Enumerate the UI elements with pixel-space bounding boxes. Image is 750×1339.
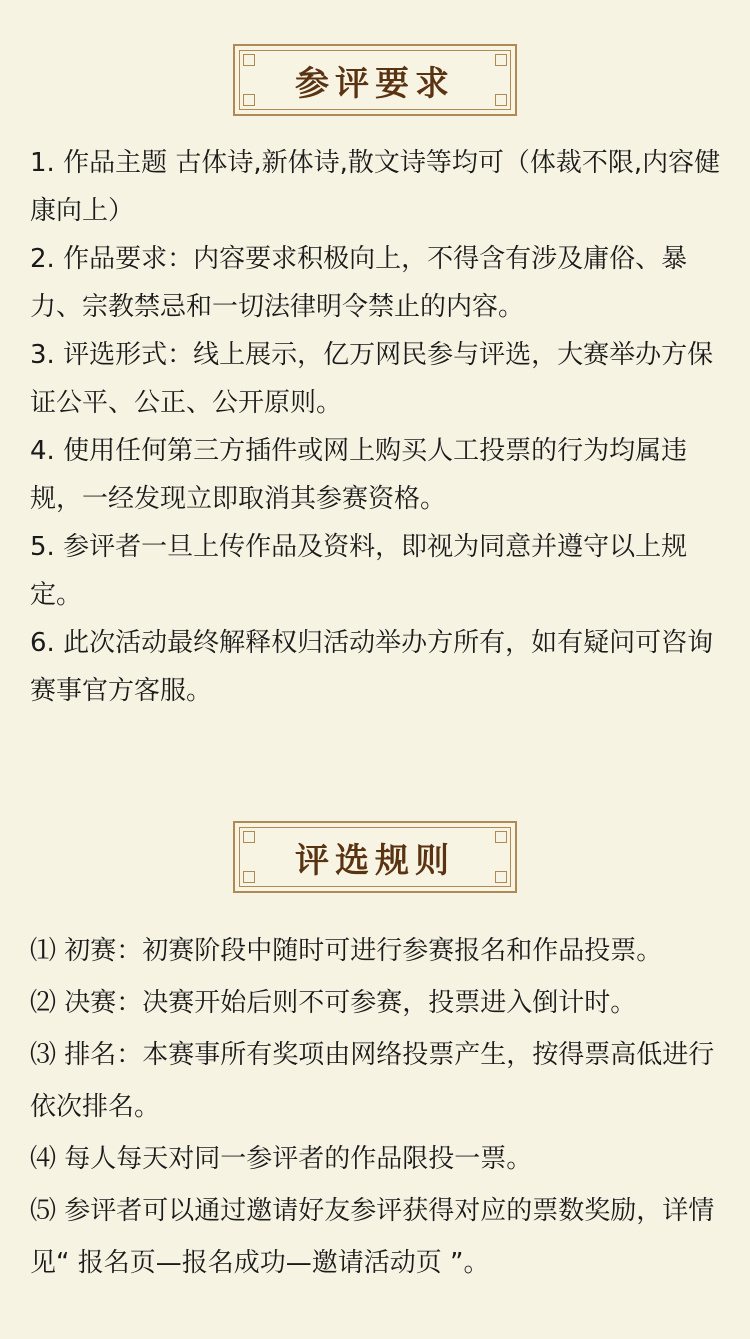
section-title-banner-requirements bbox=[233, 44, 517, 116]
rule-item: ⑵ 决赛：决赛开始后则不可参赛，投票进入倒计时。 bbox=[30, 988, 637, 1018]
section-title-banner-rules bbox=[233, 821, 517, 893]
rule-item: ⑶ 排名：本赛事所有奖项由网络投票产生，按得票高低进行依次排名。 bbox=[30, 1040, 715, 1122]
requirement-item: 4. 使用任何第三方插件或网上购买人工投票的行为均属违规，一经发现立即取消其参赛资格。 bbox=[30, 436, 688, 514]
requirement-item: 6. 此次活动最终解释权归活动举办方所有，如有疑问可咨询赛事官方客服。 bbox=[30, 628, 714, 706]
requirement-item: 2. 作品要求：内容要求积极向上，不得含有涉及庸俗、暴力、宗教禁忌和一切法律明令禁止的内容。 bbox=[30, 244, 688, 322]
rules-list bbox=[30, 925, 730, 1289]
requirement-item: 3. 评选形式：线上展示，亿万网民参与评选，大赛举办方保证公平、公正、公开原则。 bbox=[30, 340, 714, 418]
section-title-requirements: 参评要求 bbox=[295, 63, 455, 104]
rule-item: ⑸ 参评者可以通过邀请好友参评获得对应的票数奖励，详情见“ 报名页—报名成功—邀请活动页 ”。 bbox=[30, 1196, 715, 1278]
section-title-rules: 评选规则 bbox=[295, 840, 455, 881]
requirements-list bbox=[30, 139, 730, 715]
rule-item: ⑷ 每人每天对同一参评者的作品限投一票。 bbox=[30, 1144, 533, 1174]
requirement-item: 5. 参评者一旦上传作品及资料，即视为同意并遵守以上规定。 bbox=[30, 532, 688, 610]
rule-item: ⑴ 初赛：初赛阶段中随时可进行参赛报名和作品投票。 bbox=[30, 936, 663, 966]
requirement-item: 1. 作品主题 古体诗,新体诗,散文诗等均可（体裁不限,内容健康向上） bbox=[30, 148, 721, 226]
